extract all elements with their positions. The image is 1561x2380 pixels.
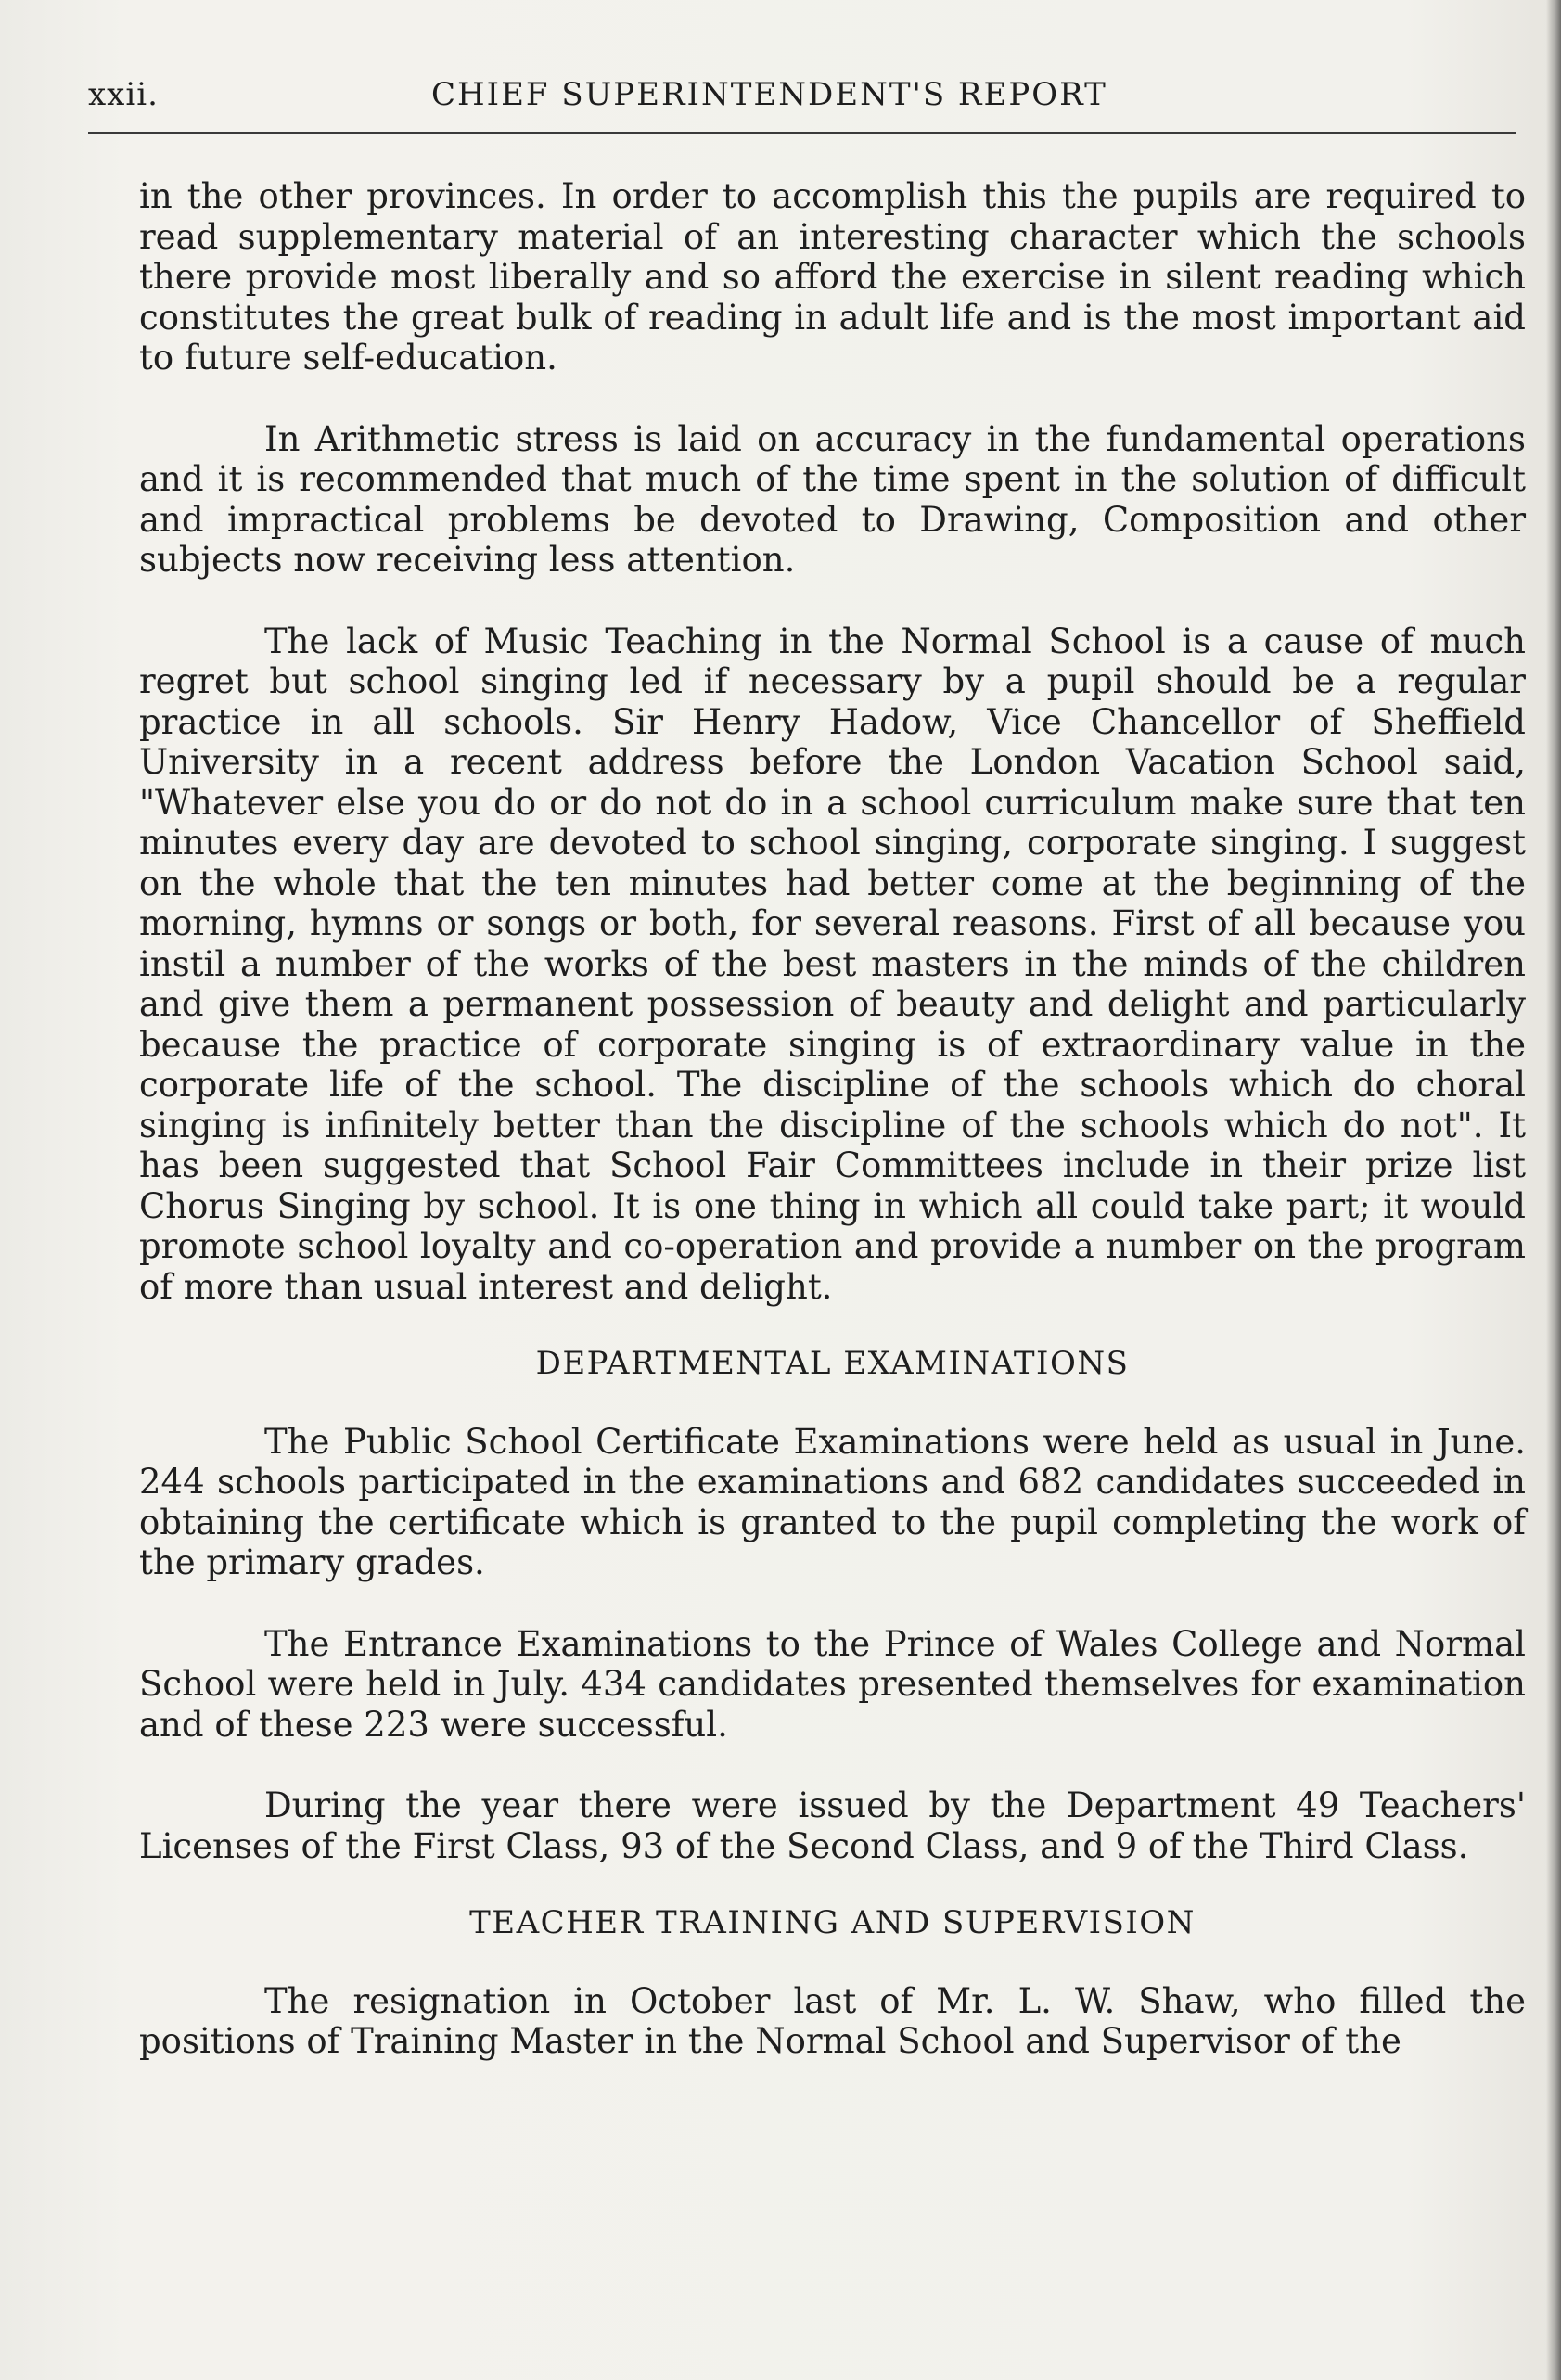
header-rule bbox=[88, 132, 1516, 134]
paragraph-arithmetic: In Arithmetic stress is laid on accuracy in the fundamental operations and it is recommended that much of the time spent in the solution of difficult and impractical problems be devoted to Drawing, Composition and other subjects now receiving less attention. bbox=[139, 418, 1526, 580]
running-title: CHIEF SUPERINTENDENT'S REPORT bbox=[431, 76, 1107, 113]
heading-teacher-training: TEACHER TRAINING AND SUPERVISION bbox=[469, 1904, 1196, 1941]
page-number: xxii. bbox=[88, 76, 159, 113]
paragraph-certificate-exams: The Public School Certificate Examinations were held as usual in June. 244 schools participated in the examinations and 682 candidates succeeded in obtaining the certificate which is granted to the pupil completing the work of the primary grades. bbox=[139, 1421, 1526, 1582]
paragraph-entrance-exams: The Entrance Examinations to the Prince of Wales College and Normal School were held in July. 434 candidates presented themselves for examination and of these 223 were successful. bbox=[139, 1623, 1526, 1745]
body-text bbox=[139, 176, 1526, 2103]
page-header bbox=[88, 76, 1516, 132]
paragraph-licenses: During the year there were issued by the Department 49 Teachers' Licenses of the First Class, 93 of the Second Class, and 9 of the Third Class. bbox=[139, 1785, 1526, 1866]
paragraph-resignation: The resignation in October last of Mr. L. W. Shaw, who filled the positions of Training Master in the Normal School and Supervisor of the bbox=[139, 1980, 1526, 2061]
heading-departmental-examinations: DEPARTMENTAL EXAMINATIONS bbox=[535, 1345, 1130, 1382]
paragraph-silent-reading: in the other provinces. In order to accomplish this the pupils are required to read supplementary material of an interesting character which the schools there provide most liberally and so afford the exercise in silent reading which constitutes the great bulk of reading in adult life and is the most important aid to future self-education. bbox=[139, 176, 1526, 377]
page-edge-shadow bbox=[1546, 0, 1561, 2380]
paragraph-music: The lack of Music Teaching in the Normal School is a cause of much regret but school singing led if necessary by a pupil should be a regular practice in all schools. Sir Henry Hadow, Vice Chancellor of Sheffield University in a recent address before the London Vacation School said, "Whatever else you do or do not do in a school curriculum make sure that ten minutes every day are devoted to school singing, corporate singing. I suggest on the whole that the ten minutes had better come at the beginning of the morning, hymns or songs or both, for several reasons. First of all because you instil a number of the works of the best masters in the minds of the children and give them a permanent possession of beauty and delight and particularly because the practice of corporate singing is of extraordinary value in the corporate life of the school. The discipline of the schools which do choral singing is infinitely better than the discipline of the schools which do not". It has been suggested that School Fair Committees include in their prize list Chorus Singing by school. It is one thing in which all could take part; it would promote school loyalty and co-operation and provide a number on the program of more than usual interest and delight. bbox=[139, 621, 1526, 1307]
